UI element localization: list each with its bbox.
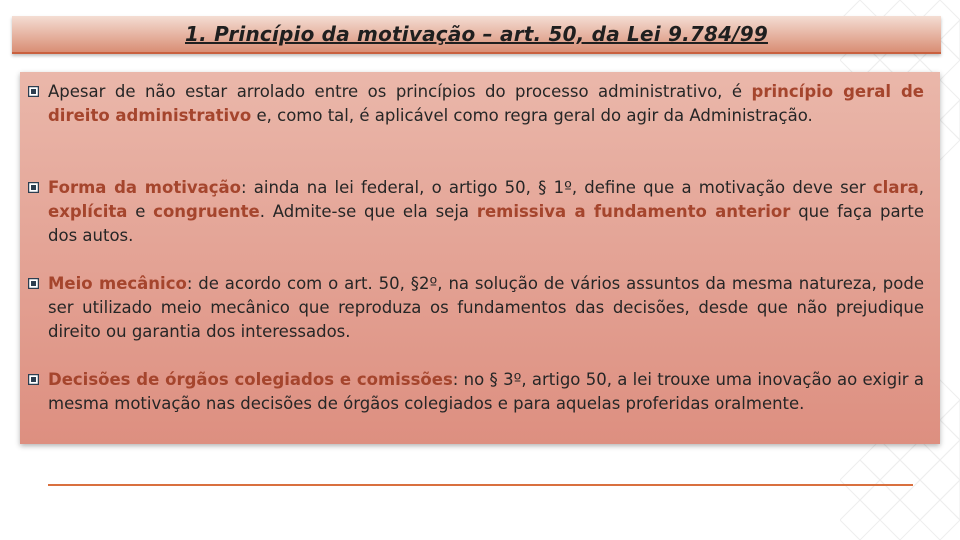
footer-divider <box>48 484 913 486</box>
highlight-text: princípio geral de direito administrativo <box>48 82 924 125</box>
bullet-text <box>28 272 924 344</box>
checkbox-square-bullet-icon <box>28 278 39 289</box>
content-panel <box>20 72 940 444</box>
slide-title-bar <box>12 16 941 54</box>
bullet-text <box>28 80 924 128</box>
bullet-item-4 <box>28 368 924 416</box>
text-segment: . Admite-se que ela seja <box>259 202 477 221</box>
bullet-text <box>28 368 924 416</box>
checkbox-square-bullet-icon <box>28 86 39 97</box>
text-segment: e, como tal, é aplicável como regra geral do agir da Administração. <box>251 106 813 125</box>
bullet-text <box>28 176 924 248</box>
text-segment: que faça parte dos autos. <box>48 202 924 245</box>
highlight-text: Meio mecânico <box>48 274 187 293</box>
text-segment: : de acordo com o art. 50, §2º, na solução de vários assuntos da mesma natureza, pode ser utilizado meio mecânico que reproduza os fundamentos das decisões, desde que não prejudique direito ou garantia dos interessados. <box>48 274 924 341</box>
text-segment: : no § 3º, artigo 50, a lei trouxe uma inovação ao exigir a mesma motivação nas decisões de órgãos colegiados e para aquelas proferidas oralmente. <box>48 370 924 413</box>
highlight-text: explícita <box>48 202 128 221</box>
slide-title: 1. Princípio da motivação – art. 50, da Lei 9.784/99 <box>185 22 768 46</box>
highlight-text: Decisões de órgãos colegiados e comissões <box>48 370 453 389</box>
checkbox-square-bullet-icon <box>28 374 39 385</box>
text-segment: e <box>127 202 154 221</box>
highlight-text: congruente <box>153 202 260 221</box>
bullet-item-2 <box>28 176 924 248</box>
highlight-text: Forma da motivação <box>48 178 241 197</box>
checkbox-square-bullet-icon <box>28 182 39 193</box>
text-segment: Apesar de não estar arrolado entre os princípios do processo administrativo, é <box>48 82 752 101</box>
highlight-text: remissiva a fundamento anterior <box>476 202 791 221</box>
text-segment: , <box>918 178 924 197</box>
bullet-item-3 <box>28 272 924 344</box>
bullet-item-1 <box>28 80 924 128</box>
text-segment: : ainda na lei federal, o artigo 50, § 1º, define que a motivação deve ser <box>241 178 873 197</box>
highlight-text: clara <box>872 178 919 197</box>
